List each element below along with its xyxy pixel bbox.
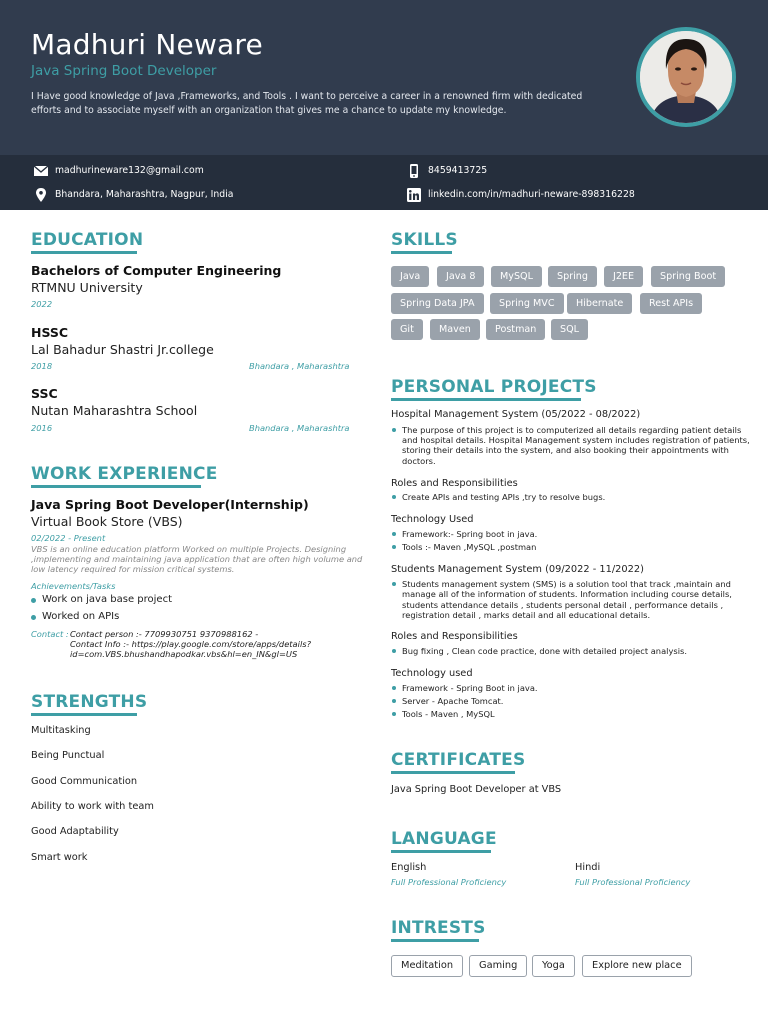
work-description: low latency required for mission critical systems. bbox=[31, 564, 235, 574]
project-tech-item: Server - Apache Tomcat. bbox=[402, 696, 504, 706]
interest-tag: Gaming bbox=[469, 955, 527, 977]
project-description: doctors. bbox=[402, 456, 436, 466]
interest-tag: Meditation bbox=[391, 955, 463, 977]
interests-underline bbox=[391, 939, 479, 942]
linkedin-text: linkedin.com/in/madhuri-neware-898316228 bbox=[428, 189, 635, 200]
projects-underline bbox=[391, 398, 581, 401]
work-contact-info: id=com.VBS.bhushandhapodkar.vbs&hl=en_IN&gl=US bbox=[70, 649, 298, 659]
project-tech-label: Technology used bbox=[391, 668, 473, 679]
skill-tag: Spring Data JPA bbox=[391, 293, 484, 314]
work-contact-info: Contact Info :- https://play.google.com/store/apps/details? bbox=[70, 639, 311, 649]
project-description: students attendance details , students personal detail , performance details , bbox=[402, 600, 724, 610]
skill-tag: Java bbox=[391, 266, 429, 287]
location-pin-icon bbox=[33, 188, 49, 202]
phone-icon bbox=[406, 164, 422, 178]
skill-tag: Spring bbox=[548, 266, 597, 287]
project-description: and hospital details. Hospital Management system includes registration of patients, bbox=[402, 435, 750, 445]
project-tech-item: Tools - Maven , MySQL bbox=[402, 709, 495, 719]
education-school: Lal Bahadur Shastri Jr.college bbox=[31, 342, 214, 357]
strength-item: Being Punctual bbox=[31, 750, 105, 761]
language-name: Hindi bbox=[575, 862, 601, 873]
skill-tag: Git bbox=[391, 319, 423, 340]
education-place: Bhandara , Maharashtra bbox=[249, 423, 350, 433]
project-description: The purpose of this project is to computerized all details regarding patient details bbox=[402, 425, 742, 435]
work-company: Virtual Book Store (VBS) bbox=[31, 514, 183, 529]
education-school: RTMNU University bbox=[31, 280, 143, 295]
work-contact-person: Contact person :- 7709930751 9370988162 - bbox=[70, 629, 259, 639]
skill-tag: Maven bbox=[430, 319, 480, 340]
education-underline bbox=[31, 251, 137, 254]
education-year: 2018 bbox=[31, 361, 53, 371]
candidate-role: Java Spring Boot Developer bbox=[31, 63, 217, 79]
language-heading: LANGUAGE bbox=[391, 829, 497, 849]
profile-photo bbox=[636, 27, 736, 127]
work-contact-label: Contact : bbox=[31, 629, 69, 639]
strength-item: Good Adaptability bbox=[31, 826, 119, 837]
skill-tag: Spring Boot bbox=[651, 266, 725, 287]
skills-heading: SKILLS bbox=[391, 230, 458, 250]
project-title: Hospital Management System (05/2022 - 08/2022) bbox=[391, 409, 641, 420]
contact-bar bbox=[0, 155, 768, 210]
phone-text: 8459413725 bbox=[428, 165, 488, 176]
project-description: storing their details into the system, and also booking their appointments with bbox=[402, 445, 729, 455]
project-roles-label: Roles and Responsibilities bbox=[391, 631, 518, 642]
achievement-item: Work on java base project bbox=[42, 594, 172, 605]
work-description: ,implementing and maintaining java application that are often high volume and bbox=[31, 554, 363, 564]
work-heading: WORK EXPERIENCE bbox=[31, 464, 218, 484]
project-role-item: Create APIs and testing APIs ,try to resolve bugs. bbox=[402, 492, 606, 502]
education-degree: Bachelors of Computer Engineering bbox=[31, 263, 282, 278]
skill-tag: MySQL bbox=[491, 266, 542, 287]
email-text: madhurineware132@gmail.com bbox=[55, 165, 204, 176]
education-school: Nutan Maharashtra School bbox=[31, 403, 198, 418]
strength-item: Ability to work with team bbox=[31, 801, 154, 812]
project-tech-item: Framework:- Spring boot in java. bbox=[402, 529, 538, 539]
skill-tag: SQL bbox=[551, 319, 588, 340]
work-description: VBS is an online education platform Worked on multiple Projects. Designing bbox=[31, 544, 347, 554]
education-degree: HSSC bbox=[31, 325, 69, 340]
mail-icon bbox=[33, 164, 49, 178]
project-role-item: Bug fixing , Clean code practice, done with detailed project analysis. bbox=[402, 646, 687, 656]
person-portrait-icon bbox=[640, 31, 732, 123]
education-year: 2016 bbox=[31, 423, 53, 433]
strength-item: Good Communication bbox=[31, 776, 138, 787]
project-description: registration detail , marks detail and all educational details. bbox=[402, 610, 651, 620]
work-underline bbox=[31, 485, 201, 488]
achievements-label: Achievements/Tasks bbox=[31, 581, 116, 591]
project-description: Students management system (SMS) is a solution tool that track ,maintain and bbox=[402, 579, 731, 589]
skill-tag: Postman bbox=[486, 319, 545, 340]
language-name: English bbox=[391, 862, 427, 873]
language-level: Full Professional Proficiency bbox=[575, 877, 691, 887]
project-title: Students Management System (09/2022 - 11/2022) bbox=[391, 564, 644, 575]
resume-header bbox=[0, 0, 768, 155]
strength-item: Smart work bbox=[31, 852, 88, 863]
project-tech-label: Technology Used bbox=[391, 514, 474, 525]
certificates-heading: CERTIFICATES bbox=[391, 750, 526, 770]
skills-underline bbox=[391, 251, 452, 254]
certificates-underline bbox=[391, 771, 515, 774]
linkedin-icon bbox=[406, 188, 422, 202]
project-tech-item: Framework - Spring Boot in java. bbox=[402, 683, 538, 693]
certificate-item: Java Spring Boot Developer at VBS bbox=[391, 784, 562, 795]
skill-tag: Rest APIs bbox=[640, 293, 702, 314]
projects-heading: PERSONAL PROJECTS bbox=[391, 377, 597, 397]
work-dates: 02/2022 - Present bbox=[31, 533, 106, 543]
work-position: Java Spring Boot Developer(Internship) bbox=[31, 497, 309, 512]
project-description: manage all of the information of students. Information including course details, bbox=[402, 589, 732, 599]
strengths-underline bbox=[31, 713, 137, 716]
project-tech-item: Tools :- Maven ,MySQL ,postman bbox=[402, 542, 537, 552]
location-text: Bhandara, Maharashtra, Nagpur, India bbox=[55, 189, 234, 200]
interest-tag: Yoga bbox=[532, 955, 575, 977]
language-level: Full Professional Proficiency bbox=[391, 877, 507, 887]
education-year: 2022 bbox=[31, 299, 53, 309]
candidate-name: Madhuri Neware bbox=[31, 28, 263, 61]
strength-item: Multitasking bbox=[31, 725, 91, 736]
profile-summary: I Have good knowledge of Java ,Frameworks, and Tools . I want to perceive a career in a renowned firm with dedicated efforts and to associate myself with an organization that gives me a chance to update my knowledge. bbox=[31, 91, 583, 116]
skill-tag: Java 8 bbox=[437, 266, 484, 287]
education-place: Bhandara , Maharashtra bbox=[249, 361, 350, 371]
interests-heading: INTRESTS bbox=[391, 918, 486, 938]
skill-tag: Spring MVC bbox=[490, 293, 564, 314]
language-underline bbox=[391, 850, 491, 853]
strengths-heading: STRENGTHS bbox=[31, 692, 148, 712]
project-roles-label: Roles and Responsibilities bbox=[391, 478, 518, 489]
skill-tag: J2EE bbox=[604, 266, 643, 287]
achievement-item: Worked on APIs bbox=[42, 611, 120, 622]
education-heading: EDUCATION bbox=[31, 230, 144, 250]
skill-tag: Hibernate bbox=[567, 293, 632, 314]
interest-tag: Explore new place bbox=[582, 955, 692, 977]
education-degree: SSC bbox=[31, 386, 58, 401]
